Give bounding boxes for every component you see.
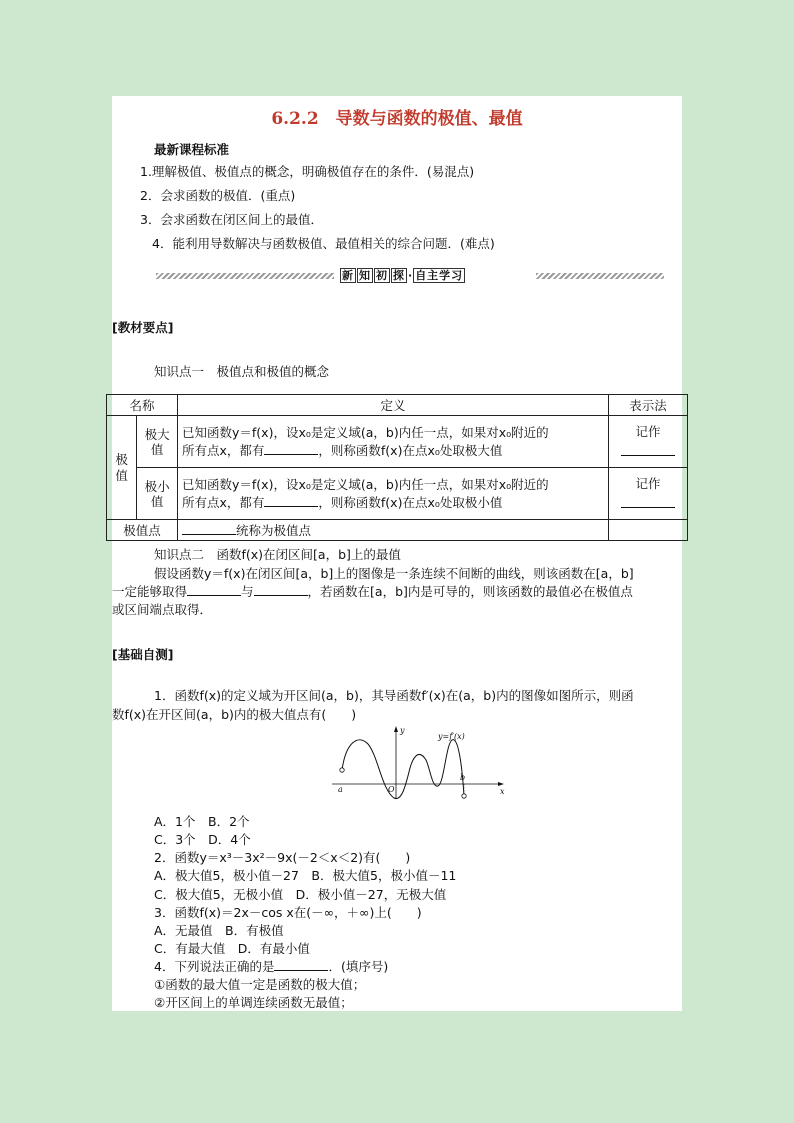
header-name: 名称 [107,395,178,416]
maximum-notation [609,416,688,468]
standard-item-2: 2．会求函数的极值．(重点) [140,188,296,203]
page-title: 6.2.2 导数与函数的极值、最值 [271,109,523,129]
q4-stem-b: ．(填序号) [328,959,389,974]
standard-item-4: 4．能利用导数解决与函数极值、最值相关的综合问题．(难点) [152,236,495,251]
k2-text-c: ，若函数在[a，b]内是可导的，则该函数的最值必在极值点 [307,584,633,599]
band-stripe-left [156,273,334,279]
extreme-point-definition [178,520,609,541]
band-char-3: 初 [376,269,388,282]
min-notation-label: 记作 [635,475,661,491]
k2-blank-2 [254,594,308,596]
band-tail: 自主学习 [415,269,464,282]
max-def-blank [264,453,318,455]
origin-label: O [388,785,395,794]
knowledge-2-line-1: 假设函数y＝f(x)在闭区间[a，b]上的图像是一条连续不间断的曲线，则该函数在[a，b] [154,566,634,581]
open-endpoint-a [340,768,344,772]
b-label: b [460,773,466,782]
band-char-4: 探 [393,269,405,282]
maximum-definition [178,416,609,468]
q2-option-a-b: A．极大值5，极小值－27 B．极大值5，极小值－11 [154,868,457,883]
document-page [112,96,682,1011]
knowledge-1-heading: 知识点一 极值点和极值的概念 [154,364,330,379]
q2-stem: 2．函数y＝x³－3x²－9x(－2＜x＜2)有( ) [154,850,411,865]
extreme-point-notation [609,520,688,541]
group-extremum: 极值 [107,416,137,520]
label-minimum: 极小值 [137,468,178,520]
q3-option-a-b: A．无最值 B．有极值 [154,923,284,938]
q2-option-c-d: C．极大值5，无极小值 D．极小值－27，无极大值 [154,887,447,902]
band-dot: · [408,269,414,282]
minimum-definition [178,468,609,520]
max-def-text-b: ，则称函数f(x)在点x₀处取极大值 [318,442,503,458]
max-def-line-2 [182,442,604,460]
standards-heading: 最新课程标准 [154,142,230,157]
k2-text-a: 一定能够取得 [112,584,188,599]
extreme-point-blank [182,533,236,535]
section-heading-materials: [教材要点] [112,320,174,335]
q3-stem: 3．函数f(x)＝2x－cos x在(－∞，＋∞)上( ) [154,905,422,920]
q4-blank [274,969,328,971]
x-axis-label: x [500,787,505,796]
curve-label: y=f′(x) [438,732,465,741]
k2-text-b: 与 [241,584,254,599]
extremum-definition-table [106,394,688,541]
q4-stem [154,957,388,975]
band-label [338,269,468,283]
x-axis-arrow [498,782,504,786]
max-def-text-a: 所有点x，都有 [182,442,265,458]
knowledge-2-line-2 [112,582,633,600]
q4-statement-1: ①函数的最大值一定是函数的极大值； [154,977,366,992]
extreme-point-text: 统称为极值点 [236,523,312,538]
knowledge-2-heading: 知识点二 函数f(x)在闭区间[a，b]上的最值 [154,547,401,562]
k2-blank-1 [187,594,241,596]
section-band [156,269,664,283]
max-def-line-1: 已知函数y＝f(x)，设x₀是定义域(a，b)内任一点，如果对x₀附近的 [182,424,549,440]
minimum-notation [609,468,688,520]
min-def-text-a: 所有点x，都有 [182,494,265,510]
header-notation: 表示法 [609,395,688,416]
standard-item-1: 1.理解极值、极值点的概念，明确极值存在的条件．(易混点) [140,164,475,179]
a-label: a [338,785,343,794]
label-maximum: 极大值 [137,416,178,468]
header-definition: 定义 [178,395,609,416]
standard-item-3: 3．会求函数在闭区间上的最值． [140,212,323,227]
band-char-1: 新 [342,269,354,282]
q4-statement-2: ②开区间上的单调连续函数无最值； [154,995,353,1010]
band-stripe-right [536,273,664,279]
section-heading-self-test: [基础自测] [112,647,174,662]
q1-line-1: 1．函数f(x)的定义域为开区间(a，b)，其导函数f′(x)在(a，b)内的图像如图所示，则函 [154,688,634,703]
max-notation-blank [621,454,675,456]
q1-option-a-b: A．1个 B．2个 [154,814,250,829]
y-axis-arrow [394,726,398,732]
q3-option-c-d: C．有最大值 D．有最小值 [154,941,310,956]
q1-line-2: 数f(x)在开区间(a，b)内的极大值点有( ) [112,707,357,722]
y-axis-label: y [400,726,405,735]
knowledge-2-line-3: 或区间端点取得． [112,602,213,617]
min-def-line-2 [182,494,604,512]
min-def-text-b: ，则称函数f(x)在点x₀处取极小值 [318,494,503,510]
min-notation-blank [621,506,675,508]
q4-stem-a: 4．下列说法正确的是 [154,959,275,974]
max-notation-label: 记作 [635,423,661,439]
min-def-line-1: 已知函数y＝f(x)，设x₀是定义域(a，b)内任一点，如果对x₀附近的 [182,476,549,492]
label-extreme-point: 极值点 [107,520,178,541]
derivative-graph [328,724,508,800]
min-def-blank [264,505,318,507]
derivative-curve [342,740,464,799]
open-endpoint-b [462,794,466,798]
band-char-2: 知 [359,269,371,282]
q1-option-c-d: C．3个 D．4个 [154,832,251,847]
